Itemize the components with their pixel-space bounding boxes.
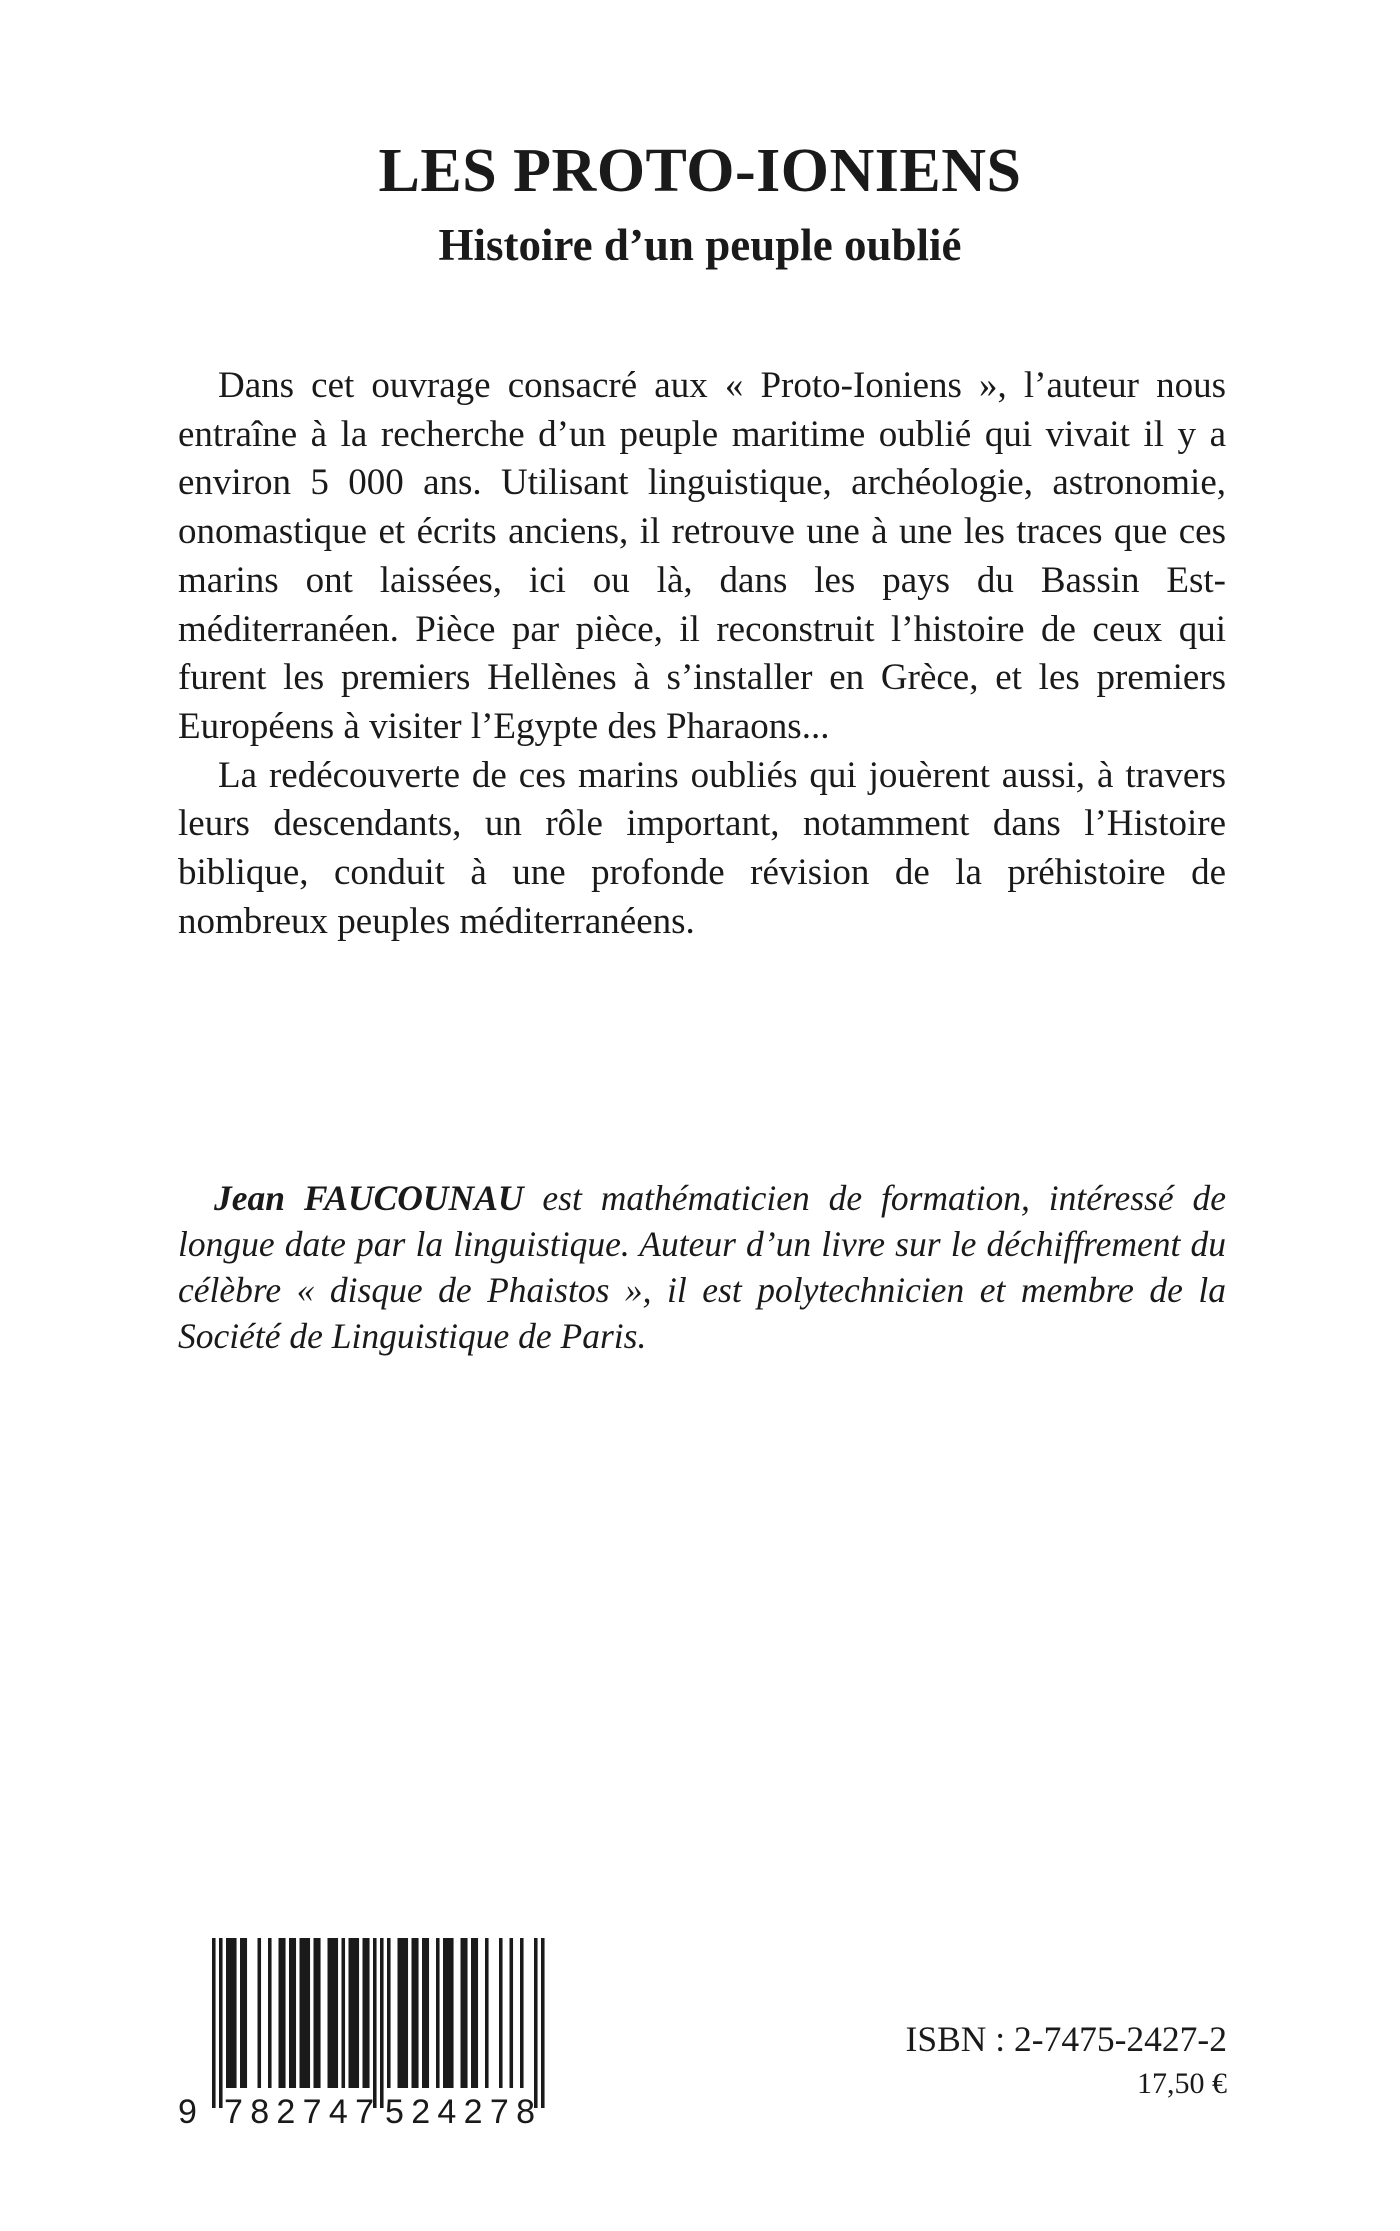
barcode-guard-bar (534, 1938, 538, 2108)
barcode-bar (226, 1938, 230, 2088)
barcode-bar (233, 1938, 237, 2088)
barcode-bar (485, 1938, 489, 2088)
back-cover-blurb (178, 362, 1226, 946)
barcode-bar (461, 1938, 465, 2088)
barcode-bar (363, 1938, 367, 2088)
barcode-guard-bar (219, 1938, 223, 2108)
barcode-bar (279, 1938, 283, 2088)
barcode-guard-bar (212, 1938, 216, 2108)
blurb-paragraph-1: Dans cet ouvrage consacré aux « Proto-Ioniens », l’auteur nous entraîne à la recherche d’un peuple maritime oublié qui vivait il y a environ 5 000 ans. Utilisant linguistique, archéologie, astronomie, onomastique et écrits anciens, il retrouve une à une les traces que ces marins ont laissées, ici ou là, dans les pays du Bassin Est-méditerranéen. Pièce par pièce, il reconstruit l’histoire de ceux qui furent les premiers Hellènes à s’installer en Grèce, et les premiers Européens à visiter l’Egypte des Pharaons... (178, 365, 1226, 747)
barcode-bar (447, 1938, 451, 2088)
barcode-guard-bar (380, 1938, 384, 2108)
barcode-bar (510, 1938, 514, 2088)
barcode-bar (426, 1938, 430, 2088)
price: 17,50 € (1137, 2067, 1227, 2100)
barcode-bar (401, 1938, 405, 2088)
barcode-bar (331, 1938, 335, 2088)
barcode-guard-bar (373, 1938, 377, 2108)
barcode-bar (268, 1938, 272, 2088)
barcode-bar (314, 1938, 318, 2088)
blurb-paragraph-2: La redécouverte de ces marins oubliés qui jouèrent aussi, à travers leurs descendants, un rôle important, notamment dans l’Histoire biblique, conduit à une profonde révision de la préhistoire de nombreux peuples méditerranéens. (178, 754, 1226, 942)
isbn-number: ISBN : 2-7475-2427-2 (905, 2019, 1227, 2059)
barcode-bar (300, 1938, 304, 2088)
barcode-bar (303, 1938, 307, 2088)
book-subtitle: Histoire d’un peuple oublié (438, 220, 962, 270)
barcode-bar (436, 1938, 440, 2088)
barcode-bar (342, 1938, 346, 2088)
barcode-bar (289, 1938, 293, 2088)
author-bio-text: est mathématicien de formation, intéressé de longue date par la linguistique. Auteur d’un livre sur le déchiffrement du célèbre « disque de Phaistos », il est polytechnicien et membre de la Société de Linguistique de Paris. (178, 1178, 1226, 1356)
author-bio (178, 1175, 1226, 1359)
barcode-bars (212, 1938, 545, 2108)
barcode-first-digit: 9 (178, 2093, 197, 2128)
barcode-bar (307, 1938, 311, 2088)
barcode-bar (475, 1938, 479, 2088)
barcode-right-digits: 524278 (385, 2093, 535, 2128)
barcode-bar (352, 1938, 356, 2088)
barcode-bar (349, 1938, 353, 2088)
barcode-bar (244, 1938, 248, 2088)
barcode-bar (471, 1938, 475, 2088)
ean-barcode (178, 1938, 548, 2128)
barcode-bar (405, 1938, 409, 2088)
barcode-bar (422, 1938, 426, 2088)
barcode-left-digits: 782747 (224, 2093, 374, 2128)
barcode-bar (412, 1938, 416, 2088)
barcode-bar (499, 1938, 503, 2088)
barcode-bar (317, 1938, 321, 2088)
barcode-bar (520, 1938, 524, 2088)
barcode-bar (450, 1938, 454, 2088)
barcode-bar (415, 1938, 419, 2088)
barcode-bar (464, 1938, 468, 2088)
barcode-bar (366, 1938, 370, 2088)
barcode-bar (398, 1938, 402, 2088)
barcode-bar (328, 1938, 332, 2088)
author-name: Jean FAUCOUNAU (214, 1178, 524, 1218)
book-title: LES PROTO-IONIENS (378, 137, 1022, 205)
barcode-guard-bar (541, 1938, 545, 2108)
barcode-bar (443, 1938, 447, 2088)
barcode-bar (293, 1938, 297, 2088)
barcode-bar (258, 1938, 262, 2088)
barcode-bar (240, 1938, 244, 2088)
barcode-bar (335, 1938, 339, 2088)
barcode-bar (356, 1938, 360, 2088)
barcode-bar (282, 1938, 286, 2088)
barcode-bar (387, 1938, 391, 2088)
barcode-bar (230, 1938, 234, 2088)
